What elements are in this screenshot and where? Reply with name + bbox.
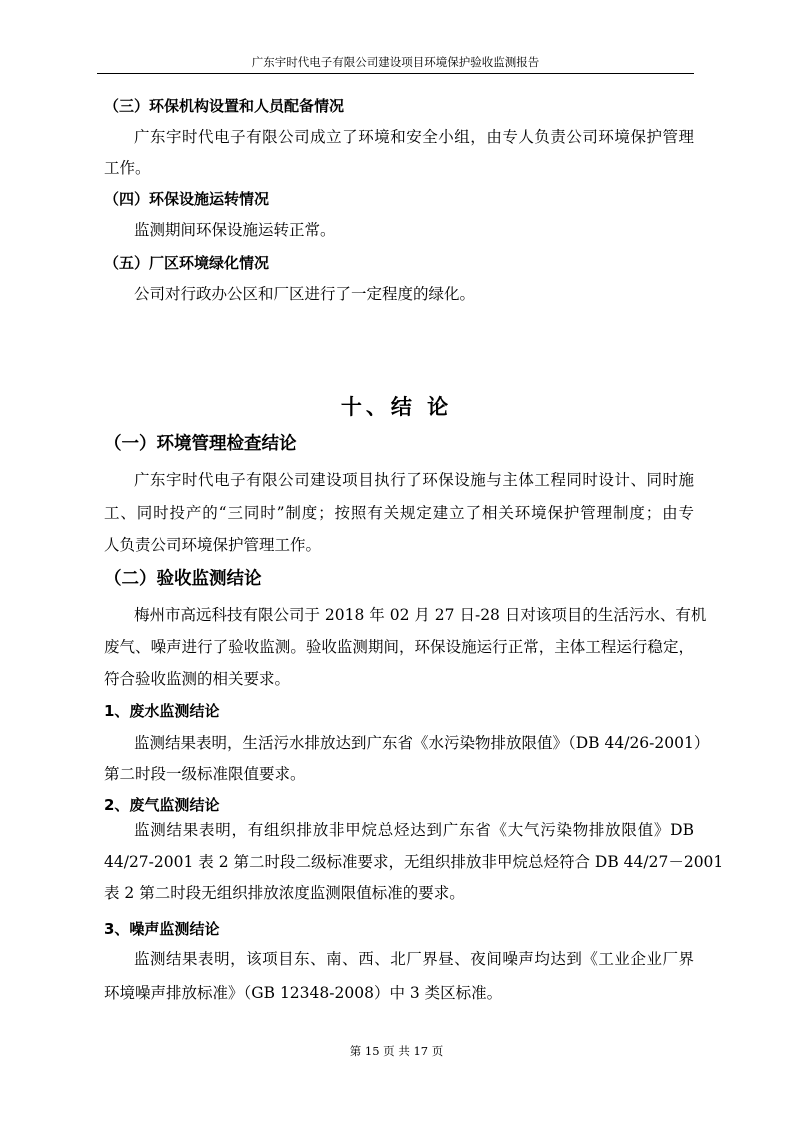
paragraph-line: 符合验收监测的相关要求。 — [104, 670, 291, 688]
running-header: 广东宇时代电子有限公司建设项目环境保护验收监测报告 — [97, 54, 694, 74]
subsection-heading-exhaust-gas: 2、废气监测结论 — [104, 796, 220, 814]
paragraph-line: 环境噪声排放标准》（GB 12348-2008）中 3 类区标准。 — [104, 984, 503, 1002]
subsection-heading-noise: 3、噪声监测结论 — [104, 920, 220, 938]
paragraph-line: 人负责公司环境保护管理工作。 — [104, 536, 322, 554]
paragraph-line: 广东宇时代电子有限公司成立了环境和安全小组，由专人负责公司环境保护管理 — [134, 128, 694, 146]
paragraph-line: 工、同时投产的“三同时”制度；按照有关规定建立了相关环境保护管理制度；由专 — [104, 504, 694, 522]
paragraph-line: 监测结果表明，该项目东、南、西、北厂界昼、夜间噪声均达到《工业企业厂界 — [134, 950, 694, 968]
section-heading-monitoring-conclusion: （二）验收监测结论 — [104, 569, 262, 589]
paragraph-line: 监测结果表明，有组织排放非甲烷总烃达到广东省《大气污染物排放限值》DB — [134, 821, 694, 839]
paragraph-line: 44/27-2001 表 2 第二时段二级标准要求，无组织排放非甲烷总烃符合 DB 44/27－2001 — [104, 853, 724, 871]
paragraph-line: 监测结果表明，生活污水排放达到广东省《水污染物排放限值》（DB 44/26-2001） — [134, 734, 710, 752]
section-heading-facility-operation: （四）环保设施运转情况 — [104, 190, 270, 208]
chapter-title: 十、结 论 — [340, 395, 453, 419]
paragraph-line: 梅州市高远科技有限公司于 2018 年 02 月 27 日-28 日对该项目的生活污水、有机 — [134, 606, 707, 624]
paragraph-line: 广东宇时代电子有限公司建设项目执行了环保设施与主体工程同时设计、同时施 — [134, 471, 694, 489]
section-heading-greening: （五）厂区环境绿化情况 — [104, 254, 270, 272]
paragraph-line: 第二时段一级标准限值要求。 — [104, 765, 306, 783]
paragraph-line: 废气、噪声进行了验收监测。验收监测期间，环保设施运行正常，主体工程运行稳定， — [104, 638, 694, 656]
paragraph-line: 公司对行政办公区和厂区进行了一定程度的绿化。 — [134, 285, 476, 303]
paragraph-line: 表 2 第二时段无组织排放浓度监测限值标准的要求。 — [104, 884, 465, 902]
section-heading-env-org: （三）环保机构设置和人员配备情况 — [104, 97, 345, 115]
page-number-footer: 第 15 页 共 17 页 — [349, 1044, 444, 1058]
paragraph-line: 监测期间环保设施运转正常。 — [134, 221, 336, 239]
paragraph-line: 工作。 — [104, 159, 151, 177]
subsection-heading-wastewater: 1、废水监测结论 — [104, 702, 220, 720]
section-heading-management-conclusion: （一）环境管理检查结论 — [104, 434, 297, 454]
